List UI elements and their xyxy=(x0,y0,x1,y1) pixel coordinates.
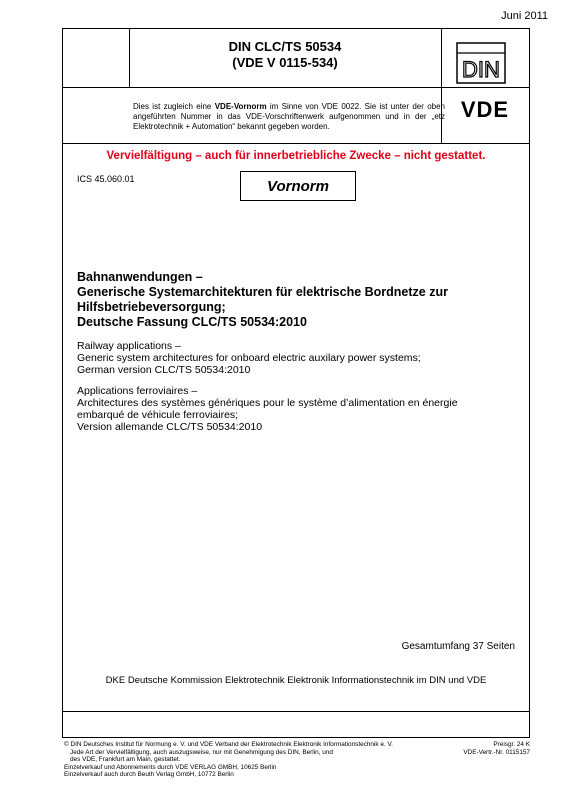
divider xyxy=(63,143,529,144)
title-page-frame xyxy=(62,28,530,738)
vde-logo xyxy=(450,96,520,122)
issue-date: Juni 2011 xyxy=(501,10,548,22)
notice-bold: VDE-Vornorm xyxy=(214,102,267,111)
document-number-din: DIN CLC/TS 50534 xyxy=(228,39,342,54)
total-pages: Gesamtumfang 37 Seiten xyxy=(401,641,515,652)
footer-line: Einzelverkauf und Abonnements durch VDE VERLAG GMBH, 10625 Berlin xyxy=(64,763,277,771)
title-german-line: Generische Systemarchitekturen für elektrische Bordnetze zur xyxy=(77,285,448,299)
vde-notice xyxy=(133,102,445,132)
title-german-line: Bahnanwendungen – xyxy=(77,270,203,284)
svg-text:DIN: DIN xyxy=(462,57,500,82)
title-english-line: Generic system architectures for onboard electric auxilary power systems; xyxy=(77,352,421,364)
footer-line: Jede Art der Vervielfältigung, auch auszugsweise, nur mit Genehmigung des DIN, Berlin, und xyxy=(70,748,333,756)
footer-price xyxy=(430,741,530,756)
divider xyxy=(63,87,529,88)
price-group: Preisgr. 24 K xyxy=(493,741,530,748)
dke-statement: DKE Deutsche Kommission Elektrotechnik Elektronik Informationstechnik im DIN und VDE xyxy=(105,675,487,686)
copy-warning: Vervielfältigung – auch für innerbetriebliche Zwecke – nicht gestattet. xyxy=(106,150,486,162)
ics-code: ICS 45.060.01 xyxy=(77,174,135,184)
title-english-line: German version CLC/TS 50534:2010 xyxy=(77,364,251,376)
title-french-line: Architectures des systèmes génériques pour le système d’alimentation en énergie xyxy=(77,397,458,409)
title-french-line: Version allemande CLC/TS 50534:2010 xyxy=(77,421,263,433)
notice-prefix: Dies ist zugleich eine xyxy=(133,102,215,111)
status-badge xyxy=(240,171,356,201)
footer-line: Einzelverkauf auch durch Beuth Verlag GmbH, 10772 Berlin xyxy=(64,771,234,779)
divider xyxy=(63,711,529,712)
status-label: Vornorm xyxy=(267,177,329,195)
title-english-line: Railway applications – xyxy=(77,340,181,352)
footer-line: © DIN Deutsches Institut für Normung e. V. und VDE Verband der Elektrotechnik Elektronik Informationstechnik e. V. xyxy=(64,741,393,748)
title-german-line: Deutsche Fassung CLC/TS 50534:2010 xyxy=(77,315,307,329)
document-number-vde: (VDE V 0115-534) xyxy=(232,55,338,70)
document-number xyxy=(129,39,441,71)
footer-line: des VDE, Frankfurt am Main, gestattet. xyxy=(70,756,181,764)
svg-text:VDE: VDE xyxy=(460,97,510,122)
title-french-line: Applications ferroviaires – xyxy=(77,385,198,397)
title-french xyxy=(77,385,517,433)
vde-order-number: VDE-Vertr.-Nr. 0115157 xyxy=(463,748,530,756)
title-english xyxy=(77,340,517,376)
notice-suffix: im Sinne von VDE 0022. Sie ist unter der oben angeführten Nummer in das VDE-Vorschriftenwerk aufgenommen und in der „etz Elektrotechnik + Automation“ bekannt gegeben worden. xyxy=(133,102,446,131)
title-german-line: Hilfsbetriebeversorgung; xyxy=(77,300,226,314)
footer-copyright xyxy=(64,741,424,779)
din-logo xyxy=(455,41,507,85)
title-german xyxy=(77,270,517,330)
title-french-line: embarqué de véhicule ferroviaires; xyxy=(77,409,239,421)
